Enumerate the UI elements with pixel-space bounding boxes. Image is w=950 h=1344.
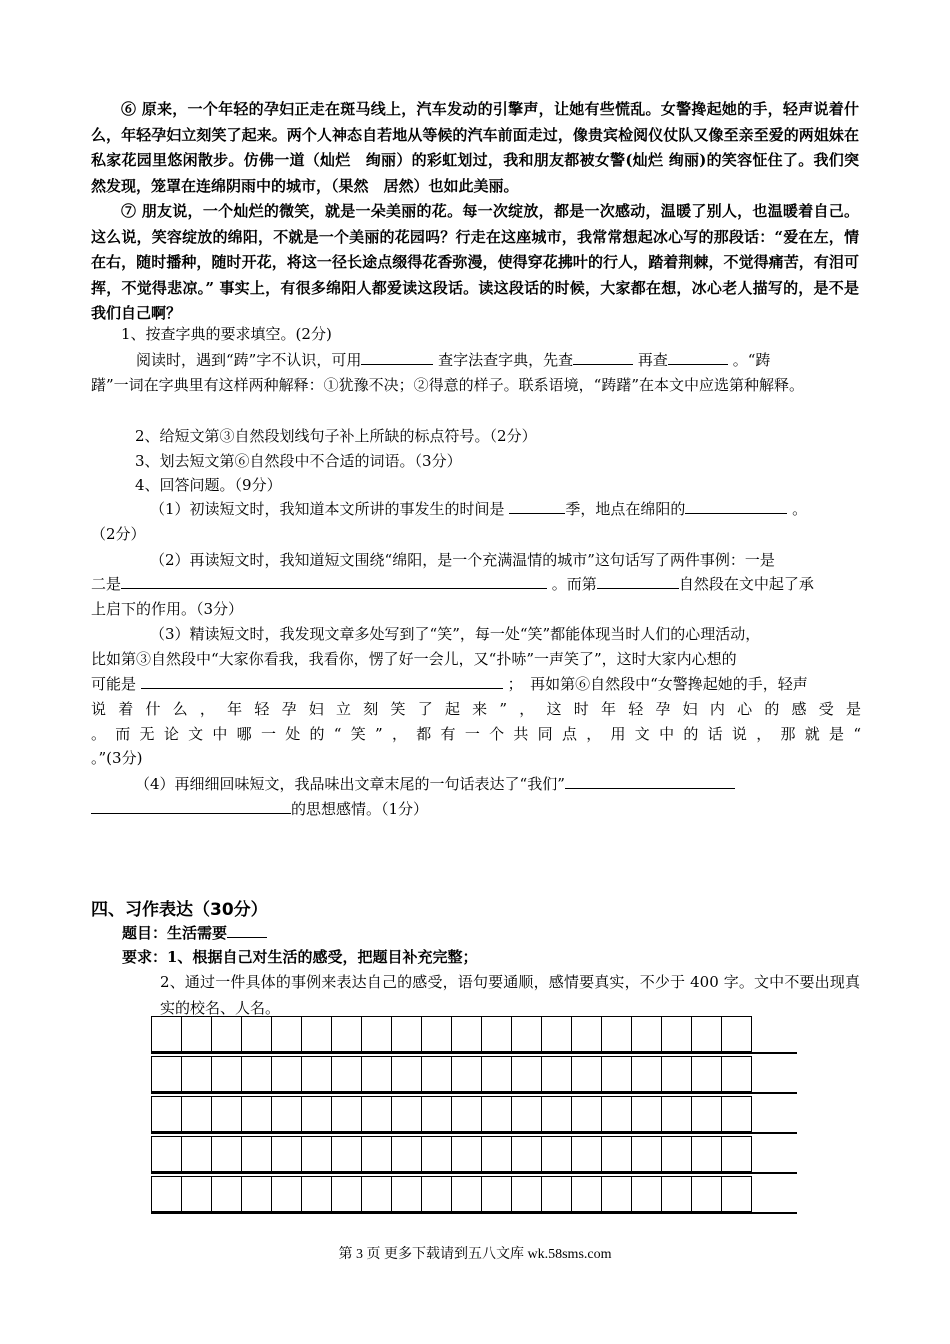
q4-3-line-e: 说着什么，年轻孕妇立刻笑了起来”，这时年轻孕妇内心的感受是 — [91, 700, 861, 718]
grid-cell[interactable] — [151, 1056, 182, 1092]
grid-cell[interactable] — [391, 1176, 422, 1212]
grid-cell[interactable] — [301, 1136, 332, 1172]
q4-4-blank-feeling-a[interactable] — [565, 773, 735, 789]
q1-blank-then[interactable] — [668, 349, 728, 365]
grid-cell[interactable] — [361, 1136, 392, 1172]
q4-2-text-d: 自然段在文中起了承 — [678, 575, 814, 593]
grid-cell[interactable] — [481, 1176, 512, 1212]
grid-cell[interactable] — [601, 1176, 632, 1212]
q4-1-line — [150, 497, 920, 523]
grid-cell[interactable] — [451, 1176, 482, 1212]
q4-3-line-a: （3）精读短文时，我发现文章多处写到了“笑”，每一处“笑”都能体现当时人们的心理活动， — [150, 625, 761, 643]
q4-1-blank-place[interactable] — [685, 498, 787, 514]
q1-blank-first[interactable] — [573, 349, 633, 365]
grid-cell[interactable] — [571, 1016, 602, 1052]
grid-cell[interactable] — [181, 1176, 212, 1212]
q4-4-text-a: （4）再细细回味短文，我品味出文章末尾的一句话表达了“我们” — [135, 775, 565, 793]
q1-blank-method[interactable] — [361, 349, 433, 365]
q4-2-text-b: 二是 — [91, 575, 122, 593]
q4-1-score: （2分） — [91, 525, 146, 543]
q4-3-text-c: 可能是 — [91, 675, 137, 693]
q1-title: 1、按查字典的要求填空。(2分) — [121, 325, 332, 343]
grid-cell[interactable] — [391, 1016, 422, 1052]
q1-text-b: 查字法查字典，先查 — [438, 351, 574, 369]
grid-cell[interactable] — [391, 1056, 422, 1092]
q4-2-line-a: （2）再读短文时，我知道短文围绕“绵阳，是一个充满温情的城市”这句话写了两件事例：一是 — [150, 551, 775, 569]
grid-cell[interactable] — [271, 1016, 302, 1052]
grid-cell[interactable] — [511, 1096, 542, 1132]
topic-line — [122, 921, 892, 947]
grid-cell[interactable] — [631, 1016, 662, 1052]
grid-cell[interactable] — [421, 1136, 452, 1172]
grid-cell[interactable] — [511, 1056, 542, 1092]
grid-cell[interactable] — [241, 1096, 272, 1132]
composition-grid[interactable] — [151, 1016, 797, 1216]
grid-cell[interactable] — [331, 1096, 362, 1132]
grid-cell[interactable] — [331, 1056, 362, 1092]
grid-cell[interactable] — [211, 1136, 242, 1172]
grid-row — [151, 1096, 797, 1134]
grid-cell[interactable] — [571, 1136, 602, 1172]
grid-cell[interactable] — [451, 1096, 482, 1132]
grid-cell[interactable] — [721, 1096, 752, 1132]
grid-cell[interactable] — [271, 1136, 302, 1172]
grid-cell[interactable] — [541, 1016, 572, 1052]
grid-cell[interactable] — [601, 1056, 632, 1092]
q1-text-d: 。“踌 — [732, 351, 771, 369]
grid-cell[interactable] — [601, 1096, 632, 1132]
grid-cell[interactable] — [391, 1136, 422, 1172]
grid-cell[interactable] — [361, 1016, 392, 1052]
grid-cell[interactable] — [301, 1056, 332, 1092]
grid-cell[interactable] — [151, 1096, 182, 1132]
grid-cell[interactable] — [661, 1096, 692, 1132]
page-footer: 第 3 页 更多下载请到五八文库 wk.58sms.com — [338, 1247, 612, 1262]
grid-cell[interactable] — [421, 1016, 452, 1052]
q4-4-blank-feeling-b[interactable] — [91, 798, 291, 814]
grid-cell[interactable] — [601, 1016, 632, 1052]
q3: 3、划去短文第⑥自然段中不合适的词语。（3分） — [135, 452, 462, 470]
grid-cell[interactable] — [721, 1176, 752, 1212]
grid-cell[interactable] — [181, 1016, 212, 1052]
grid-cell[interactable] — [241, 1136, 272, 1172]
grid-cell[interactable] — [181, 1056, 212, 1092]
grid-cell[interactable] — [211, 1176, 242, 1212]
requirement-2: 2、通过一件具体的事例来表达自己的感受，语句要通顺，感情要真实，不少于 400 字。文中不要出现真实的校名、人名。 — [160, 973, 860, 1017]
grid-cell[interactable] — [451, 1056, 482, 1092]
grid-cell[interactable] — [481, 1016, 512, 1052]
grid-cell[interactable] — [541, 1136, 572, 1172]
grid-cell[interactable] — [691, 1096, 722, 1132]
q4-1-text-a: （1）初读短文时，我知道本文所讲的事发生的时间是 — [150, 500, 505, 518]
topic-blank[interactable] — [227, 922, 267, 938]
grid-cell[interactable] — [241, 1056, 272, 1092]
grid-cell[interactable] — [571, 1176, 602, 1212]
grid-cell[interactable] — [691, 1136, 722, 1172]
q4-2-line-e: 上启下的作用。（3分） — [91, 600, 244, 618]
q1-line — [136, 348, 906, 374]
grid-cell[interactable] — [331, 1176, 362, 1212]
grid-cell[interactable] — [541, 1176, 572, 1212]
q1-text-c: 再查 — [637, 351, 668, 369]
q4-4-text-b: 的思想感情。（1分） — [291, 800, 429, 818]
grid-cell[interactable] — [361, 1096, 392, 1132]
grid-cell[interactable] — [661, 1176, 692, 1212]
q4-2-text-c: 。而第 — [551, 575, 597, 593]
grid-cell[interactable] — [631, 1096, 662, 1132]
q4-3-line-f: 。而无论文中哪一处的“笑”，都有一个共同点，用文中的话说，那就是“ — [91, 725, 861, 743]
grid-cell[interactable] — [661, 1136, 692, 1172]
q4-3-blank-thought[interactable] — [141, 673, 503, 689]
grid-cell[interactable] — [421, 1096, 452, 1132]
grid-cell[interactable] — [481, 1056, 512, 1092]
grid-cell[interactable] — [691, 1056, 722, 1092]
grid-cell[interactable] — [151, 1016, 182, 1052]
grid-cell[interactable] — [151, 1136, 182, 1172]
grid-cell[interactable] — [691, 1176, 722, 1212]
grid-cell[interactable] — [271, 1176, 302, 1212]
q4-2-blank-event[interactable] — [121, 573, 547, 589]
q4-1-blank-season[interactable] — [509, 498, 565, 514]
grid-cell[interactable] — [241, 1176, 272, 1212]
grid-cell[interactable] — [721, 1056, 752, 1092]
grid-cell[interactable] — [721, 1136, 752, 1172]
q4-2-line-b — [91, 572, 861, 598]
grid-cell[interactable] — [571, 1096, 602, 1132]
grid-cell[interactable] — [271, 1096, 302, 1132]
grid-cell[interactable] — [661, 1016, 692, 1052]
grid-cell[interactable] — [691, 1016, 722, 1052]
grid-cell[interactable] — [631, 1136, 662, 1172]
grid-cell[interactable] — [571, 1056, 602, 1092]
grid-cell[interactable] — [301, 1176, 332, 1212]
topic-label: 题目：生活需要 — [122, 924, 228, 942]
section-title: 四、习作表达（30分） — [91, 900, 268, 920]
grid-cell[interactable] — [361, 1056, 392, 1092]
q4-3-line-c — [91, 672, 861, 698]
q4-4-line-a — [135, 772, 905, 798]
grid-cell[interactable] — [211, 1096, 242, 1132]
requirement-1: 要求：1、根据自己对生活的感受，把题目补充完整； — [122, 948, 478, 966]
grid-cell[interactable] — [511, 1176, 542, 1212]
grid-cell[interactable] — [631, 1176, 662, 1212]
q4-3-text-d: ； 再如第⑥自然段中“女警搀起她的手，轻声 — [507, 675, 808, 693]
q4-1-text-c: 。 — [792, 500, 808, 518]
grid-cell[interactable] — [421, 1056, 452, 1092]
grid-cell[interactable] — [361, 1176, 392, 1212]
grid-cell[interactable] — [181, 1136, 212, 1172]
q4-3-line-b: 比如第③自然段中“大家你看我，我看你，愣了好一会儿，又“扑哧”一声笑了”，这时大家内心想的 — [91, 650, 737, 668]
grid-row — [151, 1016, 797, 1054]
grid-cell[interactable] — [421, 1176, 452, 1212]
q4-title: 4、回答问题。（9分） — [135, 476, 282, 494]
grid-cell[interactable] — [151, 1176, 182, 1212]
grid-cell[interactable] — [601, 1136, 632, 1172]
grid-cell[interactable] — [481, 1096, 512, 1132]
grid-cell[interactable] — [271, 1056, 302, 1092]
grid-row — [151, 1176, 797, 1214]
grid-row — [151, 1136, 797, 1174]
grid-row — [151, 1056, 797, 1094]
grid-cell[interactable] — [181, 1096, 212, 1132]
grid-cell[interactable] — [301, 1016, 332, 1052]
grid-cell[interactable] — [511, 1136, 542, 1172]
grid-cell[interactable] — [451, 1016, 482, 1052]
q4-2-blank-paragraph[interactable] — [597, 573, 679, 589]
grid-cell[interactable] — [241, 1016, 272, 1052]
paragraph-6: ⑥ 原来，一个年轻的孕妇正走在斑马线上，汽车发动的引擎声，让她有些慌乱。女警搀起她的手，轻声说着什么，年轻孕妇立刻笑了起来。两个人神态自若地从等候的汽车前面走过，像贵宾检阅仪仗队又像至亲至爱的两姐妹在私家花园里悠闲散步。仿佛一道（灿烂 绚丽）的彩虹划过，我和朋友都被女警(灿烂 绚丽)的笑容怔住了。我们突然发现，笼罩在连绵阴雨中的城市，（果然 居然）也如此美丽。 — [91, 100, 859, 195]
q2: 2、给短文第③自然段划线句子补上所缺的标点符号。（2分） — [135, 427, 537, 445]
grid-cell[interactable] — [391, 1096, 422, 1132]
grid-cell[interactable] — [301, 1096, 332, 1132]
paragraph-7: ⑦ 朋友说，一个灿烂的微笑，就是一朵美丽的花。每一次绽放，都是一次感动，温暖了别人，也温暖着自己。这么说，笑容绽放的绵阳，不就是一个美丽的花园吗？行走在这座城市，我常常想起冰心写的那段话：“爱在左，情在右，随时播种，随时开花，将这一径长途点缀得花香弥漫，使得穿花拂叶的行人，踏着荆棘，不觉得痛苦，有泪可挥，不觉得悲凉。” 事实上，有很多绵阳人都爱读这段话。读这段话的时候，大家都在想，冰心老人描写的，是不是我们自己啊？ — [91, 202, 859, 323]
grid-cell[interactable] — [211, 1056, 242, 1092]
grid-cell[interactable] — [511, 1016, 542, 1052]
q1-text-a: 阅读时，遇到“踌”字不认识，可用 — [136, 351, 362, 369]
grid-cell[interactable] — [541, 1056, 572, 1092]
grid-cell[interactable] — [451, 1136, 482, 1172]
q4-4-line-b — [91, 797, 861, 823]
grid-cell[interactable] — [481, 1136, 512, 1172]
grid-cell[interactable] — [541, 1096, 572, 1132]
grid-cell[interactable] — [331, 1136, 362, 1172]
grid-cell[interactable] — [631, 1056, 662, 1092]
q1-continuation: 躇”一词在字典里有这样两种解释：①犹豫不决；②得意的样子。联系语境，“踌躇”在本文中应选第种解释。 — [91, 376, 805, 394]
q4-1-text-b: 季，地点在绵阳的 — [565, 500, 686, 518]
grid-cell[interactable] — [211, 1016, 242, 1052]
grid-cell[interactable] — [721, 1016, 752, 1052]
grid-cell[interactable] — [661, 1056, 692, 1092]
grid-cell[interactable] — [331, 1016, 362, 1052]
q4-3-line-g: 。”(3分) — [91, 749, 143, 767]
